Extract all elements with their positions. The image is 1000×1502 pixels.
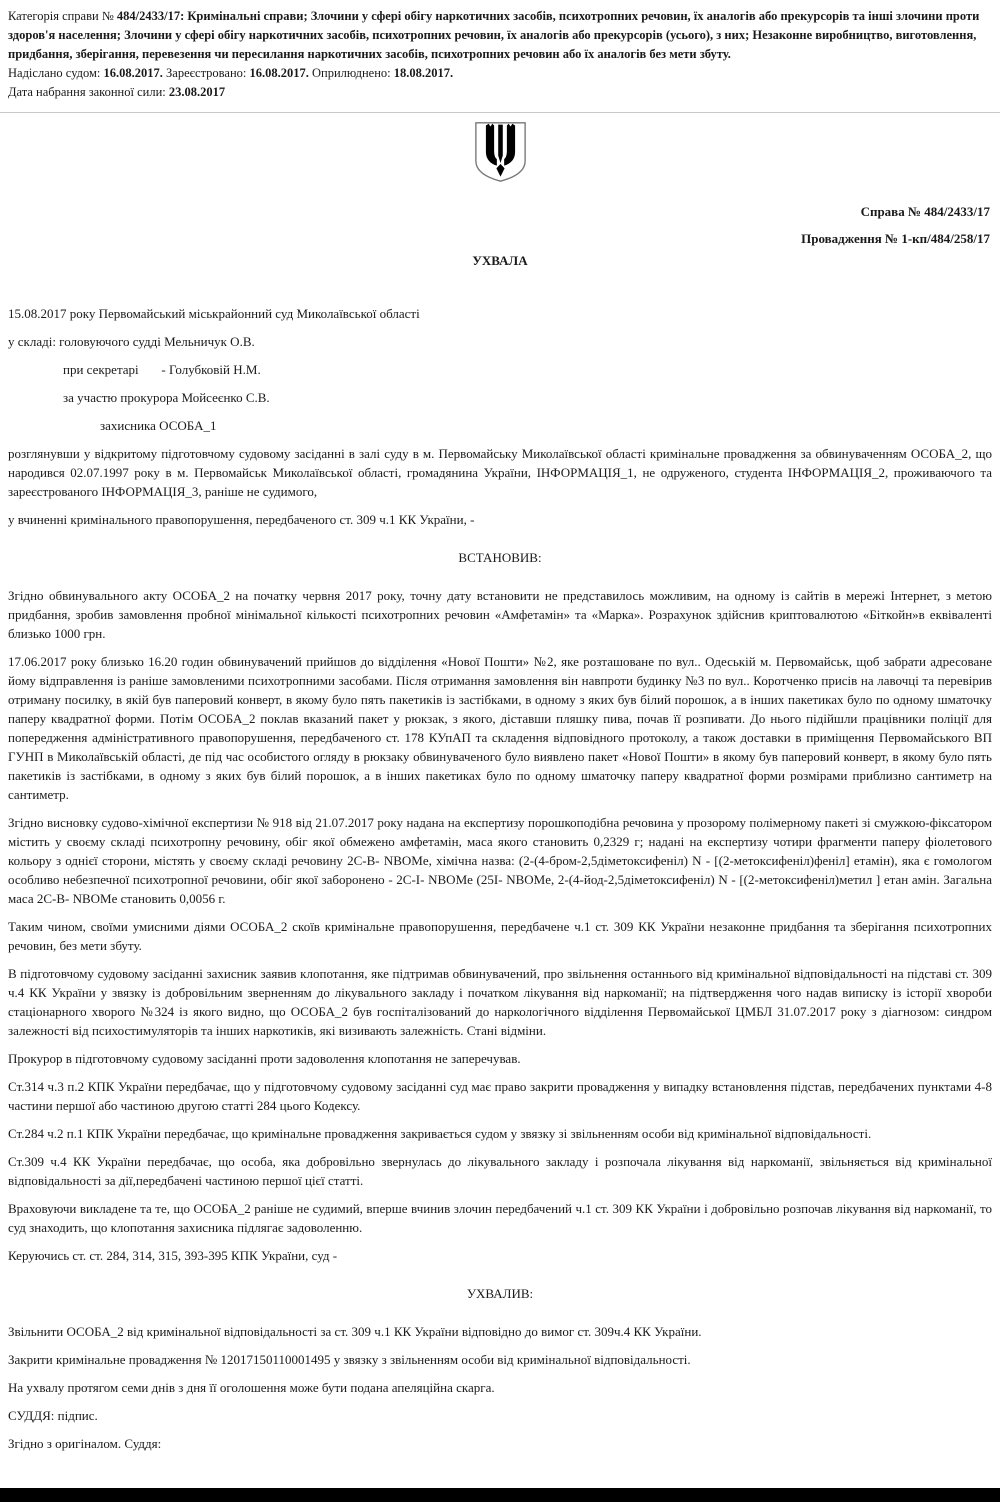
intro-prosecutor-line: за участю прокурора Мойсеєнко С.В. (63, 390, 270, 405)
registered-date: 16.08.2017. (249, 66, 309, 80)
ruled-heading: УХВАЛИВ: (466, 1286, 534, 1301)
established-paragraph: Ст.284 ч.2 п.1 КПК України передбачає, що кримінальне провадження закривається судом у звязку зі звільненням особи від кримінальної відповідальності. (8, 1126, 872, 1141)
ukraine-trident-icon (473, 170, 528, 187)
sent-label: Надіслано судом: (8, 66, 104, 80)
category-label: Категорія справи № (8, 9, 117, 23)
dates-line (8, 64, 992, 83)
ruled-paragraph: Звільнити ОСОБА_2 від кримінальної відповідальності за ст. 309 ч.1 КК України відповідно до вимог ст. 309ч.4 КК України. (8, 1324, 702, 1339)
established-paragraph: 17.06.2017 року близько 16.20 годин обвинувачений прийшов до відділення «Нової Пошти» №2, яке розташоване по вул.. Одеській м. Первомайськ, щоб забрати адресоване йому відправлення із раніше замовленими психотропними засобами. Після отримання замовлення він навпроти будинку №3 по вул.. Коротченко присів на лавочці та перевірив отриману посилку, в якій був паперовий конверт, в якому було пять пакетиків із застібками, в одному з яких був білий порошок, а в інших пакетиках було по одному шматочку паперу квадратної форми. Потім ОСОБА_2 поклав вказаний пакет у рюкзак, з якого, діставши пляшку пива, почав її розпивати. До нього підійшли працівники поліції для попередження адміністративного правопорушення, передбаченого ст. 178 КУпАП та складення відповідного протоколу, а також доставки в приміщення Первомайського ВП ГУНП в Миколаївській області, де під час особистого огляду в рюкзаку обвинуваченого було виявлено пакет «Нової Пошти» в якому був паперовий конверт, в якому було пять пакетиків із застібками, в одному з яких був білий порошок, а в інших пакетиках було по одному шматочку паперу квадратної форми розмірами приблизно сантиметр на сантиметр. (8, 654, 992, 802)
case-number: Справа № 484/2433/17 (860, 204, 990, 219)
legal-force-date: 23.08.2017 (168, 85, 226, 99)
intro-defender-line: захисника ОСОБА_1 (100, 418, 217, 433)
bottom-black-bar (0, 1488, 1000, 1502)
intro-considered-paragraph: розглянувши у відкритому підготовчому судовому засіданні в залі суду в м. Первомайську Миколаївської області кримінальне провадження за обвинуваченням ОСОБА_2, що народився 02.07.1997 року в м. Первомайськ Миколаївської області, громадянина України, ІНФОРМАЦІЯ_1, не одруженого, студента ІНФОРМАЦІЯ_2, проживаючого та зареєстрованого ІНФОРМАЦІЯ_3, раніше не судимого, (8, 446, 992, 499)
registered-label: Зареєстровано: (162, 66, 250, 80)
legal-force-line (8, 83, 992, 102)
established-paragraph: Ст.314 ч.3 п.2 КПК України передбачає, що у підготовчому судовому засіданні суд має право закрити провадження у випадку встановлення підстав, передбачених пунктами 4-8 частини першої або частиною другою статті 284 цього Кодексу. (8, 1079, 992, 1113)
intro-offense-line: у вчиненні кримінального правопорушення, передбаченого ст. 309 ч.1 КК України, - (8, 512, 475, 527)
legal-force-label: Дата набрання законної сили: (8, 85, 169, 99)
certified-copy-line: Згідно з оригіналом. Суддя: (8, 1436, 162, 1451)
established-paragraph: Згідно висновку судово-хімічної експертизи № 918 від 21.07.2017 року надана на експертизу порошкоподібна речовина у прозорому полімерному пакеті зі смужкою-фіксатором містить у своєму складі психотропну речовину, обіг якої обмежено амфетамін, маса якого становить 0,2329 г; надані на експертизу чотири фрагменти паперу фіолетового кольору з однієї сторони, містять у своєму складі речовину 2С-В- NBOMe, хімічна назва: (2-(4-бром-2,5діметоксифеніл) N - [(2-метоксифеніл)феніл] етамін), яка є гомологом особливо небезпечної психотропної речовини, обіг якої заборонено - 2С-І- NBOMe (25І- NBOMe, 2-(4-йод-2,5діметоксифеніл) N - [(2-метоксифеніл)метил ] етан амін. Загальна маса 2С-В- NBOMe становить 0,0056 г. (8, 815, 992, 906)
proceeding-number: Провадження № 1-кп/484/258/17 (801, 231, 990, 246)
emblem-container (0, 121, 1000, 188)
document-body (0, 304, 1000, 1453)
established-paragraph: Згідно обвинувального акту ОСОБА_2 на початку червня 2017 року, точну дату встановити не представилось можливим, на одному із сайтів в мережі Інтернет, з метою придбання, зробив замовлення пробної мінімальної кількості психотропних речовин «Амфетамін» та «Марка». Розрахунок здійснив криптовалютою «Біткойн»в еквіваленті близько 1000 грн. (8, 588, 992, 641)
published-label: Оприлюднено: (308, 66, 394, 80)
category-value: 484/2433/17: Кримінальні справи; Злочини у сфері обігу наркотичних засобів, психотропних речовин, їх аналогів або прекурсорів та інші злочини проти здоров'я населення; Злочини у сфері обігу наркотичних засобів, психотропних речовин, їх аналогів або прекурсорів (усього), з них; Незаконне виробництво, виготовлення, придбання, зберігання, перевезення чи пересилання наркотичних засобів, психотропних речовин або їх аналогів без мети збуту. (8, 9, 980, 61)
header-separator (0, 112, 1000, 113)
established-heading: ВСТАНОВИВ: (458, 550, 542, 565)
established-paragraph: Таким чином, своїми умисними діями ОСОБА_2 скоїв кримінальне правопорушення, передбачене ч.1 ст. 309 КК України незаконне придбання та зберігання психотропних речовин, без мети збуту. (8, 919, 992, 953)
established-paragraph: Прокурор в підготовчому судовому засіданні проти задоволення клопотання не заперечував. (8, 1051, 521, 1066)
established-paragraph: Враховуючи викладене та те, що ОСОБА_2 раніше не судимий, вперше вчинив злочин передбачений ч.1 ст. 309 КК України і добровільно розпочав лікування від наркоманії, то суд знаходить, що клопотання захисника підлягає задоволенню. (8, 1201, 992, 1235)
judge-signature-line: СУДДЯ: підпис. (8, 1408, 98, 1423)
case-category-line (8, 7, 992, 64)
ruled-paragraph: На ухвалу протягом семи днів з дня її оголошення може бути подана апеляційна скарга. (8, 1380, 495, 1395)
intro-judge-line: у складі: головуючого судді Мельничук О.В. (8, 334, 255, 349)
established-paragraph: В підготовчому судовому засіданні захисник заявив клопотання, яке підтримав обвинувачений, про звільнення останнього від кримінальної відповідальності на підставі ст. 309 ч.4 КК України у звязку із добровільним зверненням до лікувального закладу і початком лікування від наркоманії; на підтвердження чого надав виписку із історії хвороби стаціонарного хворого №324 із якого видно, що ОСОБА_2 був госпіталізований до наркологічного відділення Первомайської ЦМБЛ 31.07.2017 року з діагнозом: синдром залежності від психостимуляторів та інших наркотиків, які визивають залежність. Стані відміни. (8, 966, 992, 1038)
established-paragraph: Ст.309 ч.4 КК України передбачає, що особа, яка добровільно звернулась до лікувального закладу і розпочала лікування від наркоманії, звільняється від кримінальної відповідальності за дії,передбачені частиною першої цієї статті. (8, 1154, 992, 1188)
document-title: УХВАЛА (472, 253, 528, 268)
sent-date: 16.08.2017. (103, 66, 163, 80)
intro-secretary-line: при секретарі - Голубковій Н.М. (63, 362, 261, 377)
registry-meta-header (0, 0, 1000, 106)
ruled-paragraph: Закрити кримінальне провадження № 12017150110001495 у звязку з звільненням особи від кримінальної відповідальності. (8, 1352, 691, 1367)
intro-court-line: 15.08.2017 року Первомайський міськрайонний суд Миколаївської області (8, 306, 420, 321)
published-date: 18.08.2017. (393, 66, 454, 80)
established-paragraph: Керуючись ст. ст. 284, 314, 315, 393-395 КПК України, суд - (8, 1248, 338, 1263)
